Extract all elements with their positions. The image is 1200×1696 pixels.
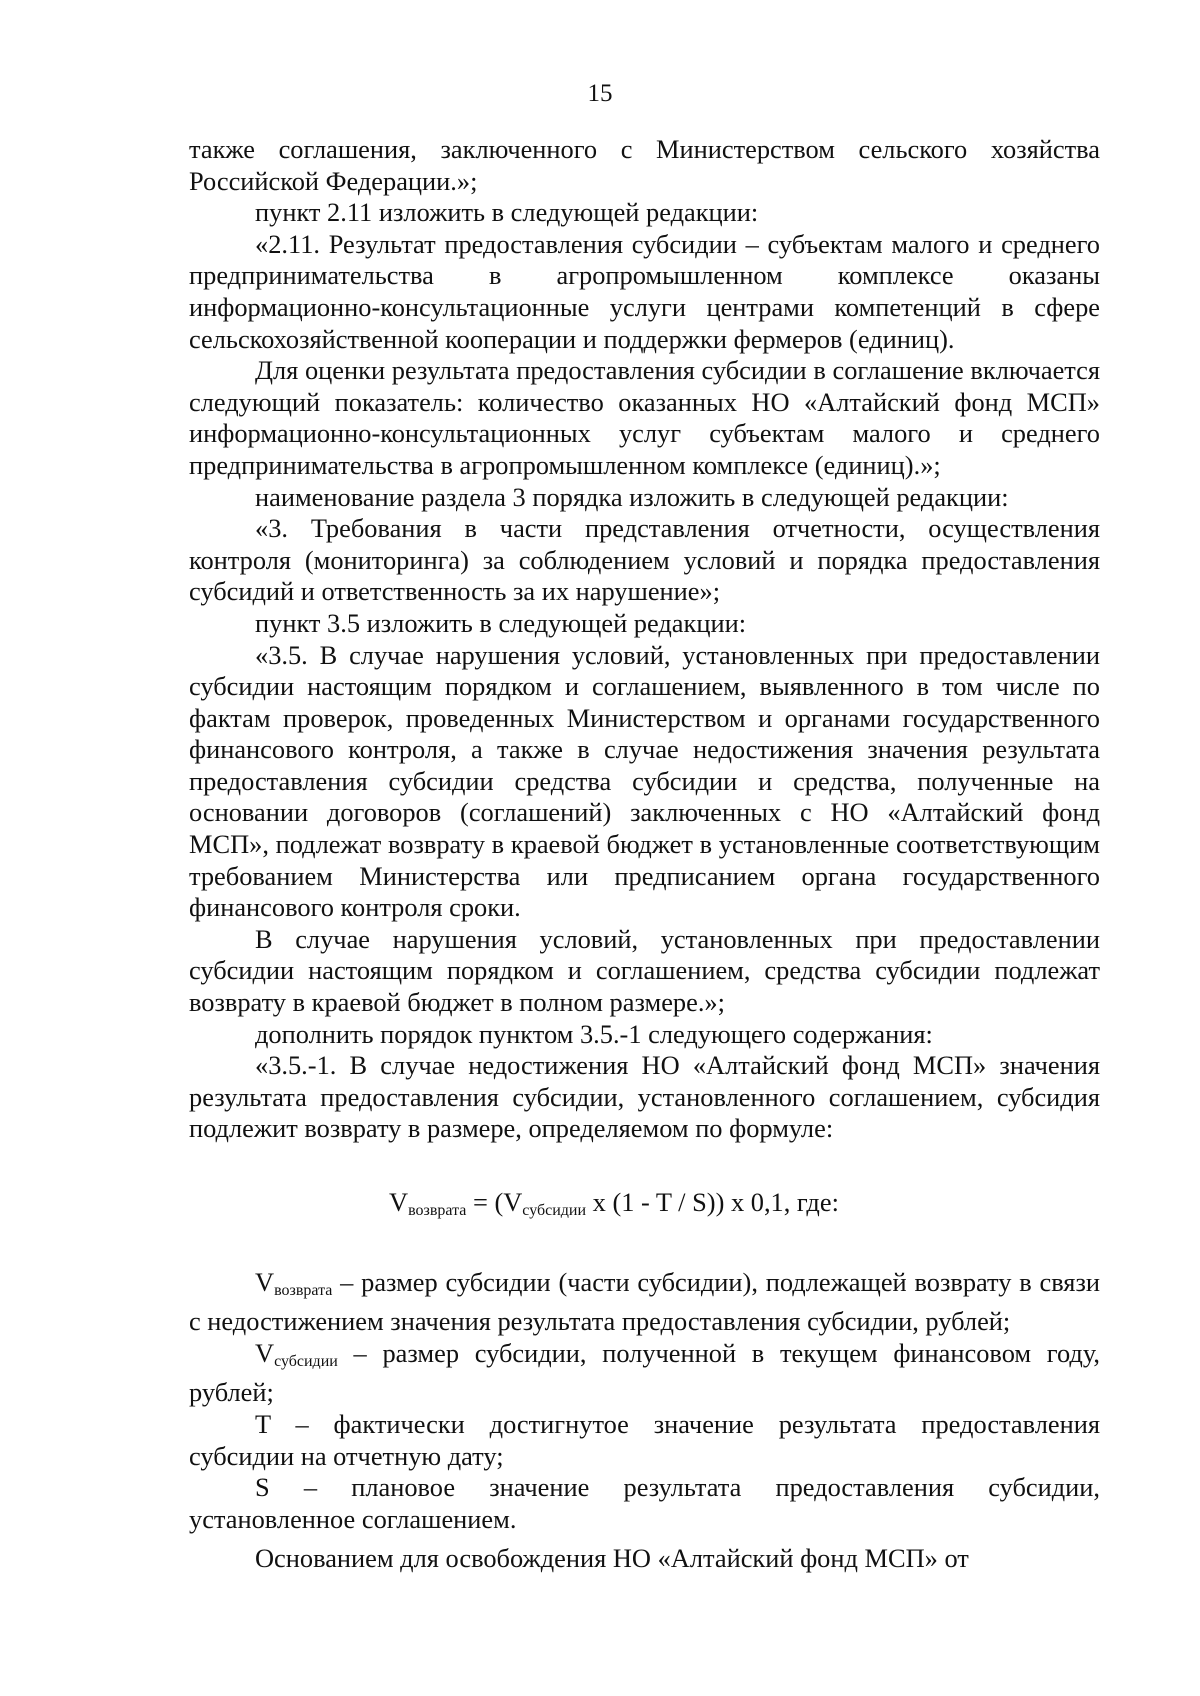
page-number: 15: [587, 80, 613, 107]
formula: $V_{возврата} = (V_{субсидии}$ x (1 - T / S)) x 0,1, где:: [389, 1187, 839, 1219]
definition-s: S – плановое значение результата предоставления субсидии, установленное соглашением.: [189, 1472, 1100, 1534]
definition-v-subsidy: $V_{субсидии}$ – размер субсидии, полученной в текущем финансовом году, рублей;: [189, 1337, 1100, 1408]
paragraph-3-5: «3.5. В случае нарушения условий, установленных при предоставлении субсидии настоящим порядком и соглашением, выявленного в том числе по фактам проверок, проведенных Министерством и органами государственного финансового контроля, а также в случае недостижения значения результата предоставления субсидии средства субсидии и средства, полученные на основании договоров (соглашений) заключенных с НО «Алтайский фонд МСП», подлежат возврату в краевой бюджет в установленные соответствующим требованием Министерства или предписанием органа государственного финансового контроля сроки.: [189, 639, 1100, 923]
paragraph-3-5-1: «3.5.-1. В случае недостижения НО «Алтайский фонд МСП» значения результата предоставления субсидии, установленного соглашением, субсидия подлежит возврату в размере, определяемом по формуле:: [189, 1050, 1100, 1144]
paragraph-section-3-intro: наименование раздела 3 порядка изложить в следующей редакции:: [255, 481, 1009, 512]
document-body: [189, 134, 1100, 1575]
paragraph-amend-3-5-intro: пункт 3.5 изложить в следующей редакции:: [255, 607, 747, 638]
paragraph-add-3-5-1-intro: дополнить порядок пунктом 3.5.-1 следующего содержания:: [255, 1018, 933, 1049]
definition-t: T – фактически достигнутое значение результата предоставления субсидии на отчетную дату;: [189, 1408, 1100, 1471]
definition-v-return: $V_{возврата}$ – размер субсидии (части субсидии), подлежащей возврату в связи с недостижением значения результата предоставления субсидии, рублей;: [189, 1266, 1100, 1337]
paragraph-section-3-title: «3. Требования в части представления отчетности, осуществления контроля (мониторинга) за соблюдением условий и порядка предоставления субсидий и ответственность за их нарушение»;: [189, 513, 1100, 607]
paragraph-2-11-result: «2.11. Результат предоставления субсидии – субъектам малого и среднего предпринимательства в агропромышленном комплексе оказаны информационно-консультационные услуги центрами компетенций в сфере сельскохозяйственной кооперации и поддержки фермеров (единиц).: [189, 228, 1100, 354]
paragraph-3-5-violation: В случае нарушения условий, установленных при предоставлении субсидии настоящим порядком и соглашением, средства субсидии подлежат возврату в краевой бюджет в полном размере.»;: [189, 923, 1100, 1018]
paragraph-continuation: также соглашения, заключенного с Министерством сельского хозяйства Российской Федерации.»;: [189, 134, 1100, 196]
paragraph-exemption-basis: Основанием для освобождения НО «Алтайский фонд МСП» от: [255, 1543, 969, 1574]
paragraph-amend-2-11-intro: пункт 2.11 изложить в следующей редакции:: [255, 197, 759, 228]
paragraph-indicator: Для оценки результата предоставления субсидии в соглашение включается следующий показатель: количество оказанных НО «Алтайский фонд МСП» информационно-консультационных услуг субъектам малого и среднего предпринимательства в агропромышленном комплексе (единиц).»;: [189, 355, 1100, 480]
